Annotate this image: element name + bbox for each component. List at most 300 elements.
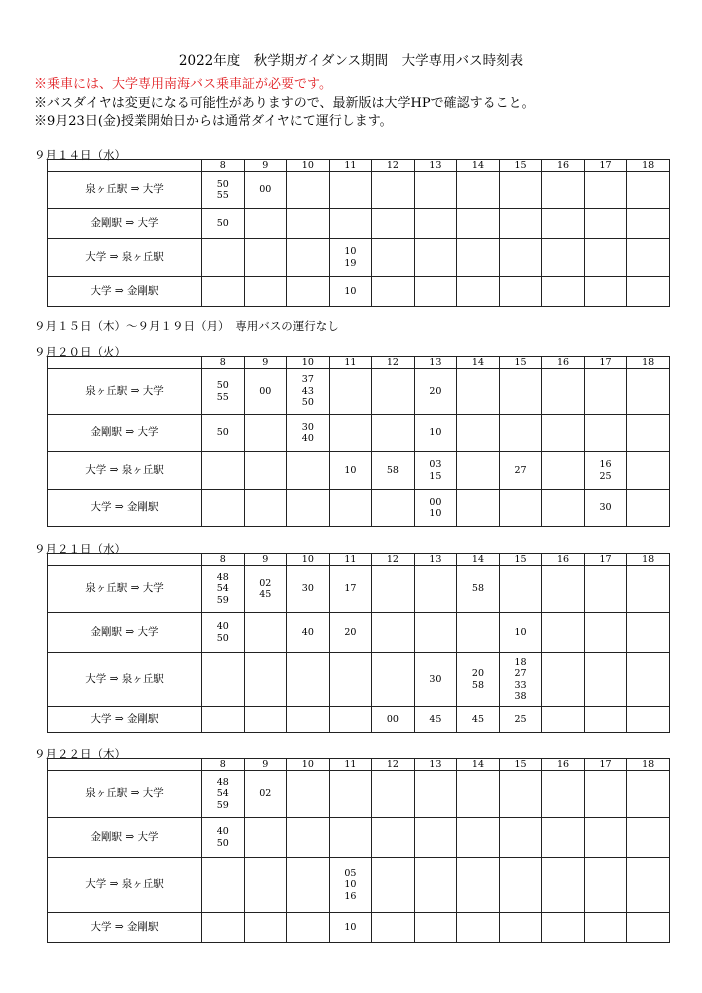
hour-header-cell: 10	[287, 554, 330, 566]
departure-minute: 40	[216, 826, 229, 837]
departure-cell	[627, 415, 670, 452]
departure-cell	[202, 490, 245, 527]
departure-cell	[329, 369, 372, 415]
departure-cell	[457, 172, 500, 209]
departure-cell	[457, 858, 500, 913]
hour-header-cell: 17	[584, 160, 627, 172]
day-label-0914: ９月１４日（水）	[34, 148, 126, 162]
departure-cell	[202, 172, 245, 209]
notice-schedule-change: ※バスダイヤは変更になる可能性がありますので、最新版は大学HPで確認すること。	[34, 95, 535, 111]
departure-cell	[287, 818, 330, 858]
departure-cell	[457, 653, 500, 707]
departure-cell	[584, 653, 627, 707]
departure-cell	[414, 613, 457, 653]
departure-cell	[499, 209, 542, 239]
departure-cell	[287, 613, 330, 653]
departure-cell	[372, 415, 415, 452]
departure-cell	[372, 277, 415, 307]
hour-header-cell: 18	[627, 357, 670, 369]
departure-cell	[329, 707, 372, 733]
departure-cell	[457, 415, 500, 452]
departure-minute: 54	[216, 788, 229, 800]
departure-cell	[542, 653, 585, 707]
departure-cell	[457, 707, 500, 733]
departure-minute: 40	[216, 621, 229, 632]
departure-minute: 16	[599, 459, 612, 470]
departure-cell	[329, 858, 372, 913]
departure-minute: 48	[216, 776, 229, 788]
hour-header-cell: 15	[499, 759, 542, 771]
departure-cell	[244, 913, 287, 943]
departure-cell	[414, 490, 457, 527]
departure-cell	[542, 277, 585, 307]
departure-minute: 03	[429, 459, 442, 470]
departure-minute: 50	[216, 427, 229, 439]
departure-minute: 59	[216, 799, 229, 811]
hour-header-cell: 8	[202, 357, 245, 369]
departure-minute: 45	[259, 589, 272, 600]
departure-minute: 20	[471, 668, 484, 679]
route-name-cell: 大学 ⇒ 金剛駅	[48, 913, 202, 943]
departure-minute: 55	[216, 190, 229, 201]
departure-cell	[372, 858, 415, 913]
hour-header-cell: 12	[372, 160, 415, 172]
departure-minute: 40	[301, 626, 314, 638]
departure-cell	[287, 490, 330, 527]
route-name-cell: 大学 ⇒ 泉ヶ丘駅	[48, 239, 202, 277]
departure-cell	[542, 771, 585, 818]
departure-cell	[202, 369, 245, 415]
departure-minute: 58	[471, 583, 484, 595]
hour-header-cell: 14	[457, 357, 500, 369]
departure-minute: 10	[514, 626, 527, 638]
departure-cell	[372, 209, 415, 239]
departure-cell	[499, 707, 542, 733]
route-name-cell: 大学 ⇒ 泉ヶ丘駅	[48, 452, 202, 490]
departure-minute: 50	[216, 178, 229, 190]
route-name-cell: 大学 ⇒ 泉ヶ丘駅	[48, 653, 202, 707]
departure-cell	[329, 277, 372, 307]
departure-cell	[584, 771, 627, 818]
departure-cell	[499, 818, 542, 858]
departure-cell	[457, 369, 500, 415]
hour-header-cell: 18	[627, 554, 670, 566]
departure-cell	[414, 818, 457, 858]
departure-cell	[542, 707, 585, 733]
departure-cell	[627, 209, 670, 239]
departure-cell	[457, 566, 500, 613]
no-service-notice: ９月１５日（木）～９月１９日（月） 専用バスの運行なし	[34, 319, 339, 333]
departure-cell	[627, 818, 670, 858]
departure-minute: 27	[514, 668, 527, 679]
hour-header-cell: 14	[457, 554, 500, 566]
departure-minute: 10	[344, 879, 357, 891]
departure-cell	[372, 452, 415, 490]
departure-cell	[287, 452, 330, 490]
departure-minute: 38	[514, 691, 527, 702]
departure-minute: 58	[386, 464, 399, 476]
departure-cell	[414, 209, 457, 239]
departure-minute: 02	[259, 788, 272, 800]
departure-minute: 16	[344, 890, 357, 902]
notice-regular-schedule: ※9月23日(金)授業開始日からは通常ダイヤにて運行します。	[34, 114, 393, 129]
route-row	[48, 613, 670, 653]
departure-cell	[244, 771, 287, 818]
hour-header-cell: 12	[372, 759, 415, 771]
header-blank-cell	[48, 160, 202, 172]
departure-cell	[584, 818, 627, 858]
departure-minute: 10	[429, 427, 442, 439]
hour-header-cell: 8	[202, 759, 245, 771]
departure-cell	[414, 415, 457, 452]
hour-header-cell: 9	[244, 357, 287, 369]
hour-header-cell: 13	[414, 554, 457, 566]
departure-cell	[244, 653, 287, 707]
departure-cell	[287, 653, 330, 707]
route-name-cell: 金剛駅 ⇒ 大学	[48, 209, 202, 239]
departure-cell	[244, 490, 287, 527]
hour-header-cell: 15	[499, 357, 542, 369]
departure-minute: 17	[344, 583, 357, 595]
departure-cell	[414, 566, 457, 613]
departure-cell	[287, 566, 330, 613]
departure-minute: 10	[429, 508, 442, 519]
departure-minute: 10	[344, 921, 357, 933]
departure-minute: 50	[216, 632, 229, 644]
departure-cell	[202, 566, 245, 613]
route-name-cell: 泉ヶ丘駅 ⇒ 大学	[48, 566, 202, 613]
departure-cell	[244, 452, 287, 490]
hour-header-cell: 10	[287, 160, 330, 172]
departure-minute: 30	[429, 673, 442, 685]
departure-cell	[372, 239, 415, 277]
departure-cell	[542, 369, 585, 415]
departure-cell	[372, 566, 415, 613]
departure-cell	[499, 490, 542, 527]
departure-minute: 48	[216, 571, 229, 583]
timetable-0921	[47, 553, 670, 733]
hour-header-row	[48, 554, 670, 566]
departure-cell	[329, 490, 372, 527]
departure-cell	[202, 818, 245, 858]
route-row	[48, 209, 670, 239]
departure-cell	[584, 415, 627, 452]
departure-cell	[287, 277, 330, 307]
departure-cell	[584, 913, 627, 943]
departure-minute: 10	[344, 464, 357, 476]
departure-cell	[584, 452, 627, 490]
route-name-cell: 金剛駅 ⇒ 大学	[48, 818, 202, 858]
route-name-cell: 大学 ⇒ 金剛駅	[48, 490, 202, 527]
header-blank-cell	[48, 554, 202, 566]
departure-minute: 43	[301, 385, 314, 397]
departure-cell	[542, 239, 585, 277]
departure-cell	[499, 858, 542, 913]
hour-header-cell: 18	[627, 759, 670, 771]
departure-cell	[287, 415, 330, 452]
departure-minute: 27	[514, 464, 527, 476]
route-row	[48, 818, 670, 858]
departure-cell	[244, 277, 287, 307]
departure-cell	[202, 613, 245, 653]
departure-cell	[499, 277, 542, 307]
departure-cell	[542, 415, 585, 452]
departure-cell	[457, 771, 500, 818]
departure-minute: 18	[514, 656, 527, 668]
departure-cell	[372, 172, 415, 209]
header-blank-cell	[48, 357, 202, 369]
departure-minute: 59	[216, 594, 229, 606]
departure-cell	[329, 452, 372, 490]
departure-minute: 50	[216, 380, 229, 391]
hour-header-cell: 9	[244, 759, 287, 771]
hour-header-cell: 16	[542, 160, 585, 172]
departure-cell	[542, 452, 585, 490]
departure-minute: 37	[301, 374, 314, 386]
hour-header-cell: 13	[414, 160, 457, 172]
departure-cell	[457, 913, 500, 943]
departure-cell	[244, 209, 287, 239]
departure-cell	[202, 209, 245, 239]
departure-cell	[627, 172, 670, 209]
departure-cell	[244, 707, 287, 733]
hour-header-cell: 16	[542, 759, 585, 771]
route-name-cell: 大学 ⇒ 金剛駅	[48, 277, 202, 307]
route-row	[48, 707, 670, 733]
departure-cell	[499, 369, 542, 415]
hour-header-cell: 15	[499, 554, 542, 566]
day-label-0920: ９月２０日（火）	[34, 345, 126, 359]
hour-header-cell: 16	[542, 554, 585, 566]
departure-cell	[372, 369, 415, 415]
hour-header-cell: 14	[457, 160, 500, 172]
departure-cell	[499, 771, 542, 818]
notice-boarding-pass: ※乗車には、大学専用南海バス乗車証が必要です。	[34, 77, 332, 92]
departure-cell	[414, 913, 457, 943]
departure-cell	[202, 452, 245, 490]
hour-header-cell: 16	[542, 357, 585, 369]
departure-cell	[202, 913, 245, 943]
hour-header-row	[48, 759, 670, 771]
departure-cell	[584, 613, 627, 653]
departure-cell	[499, 613, 542, 653]
departure-cell	[584, 566, 627, 613]
departure-cell	[202, 858, 245, 913]
departure-cell	[584, 707, 627, 733]
departure-cell	[499, 653, 542, 707]
departure-cell	[244, 369, 287, 415]
departure-cell	[542, 858, 585, 913]
departure-cell	[457, 277, 500, 307]
route-name-cell: 泉ヶ丘駅 ⇒ 大学	[48, 172, 202, 209]
hour-header-cell: 13	[414, 357, 457, 369]
departure-minute: 50	[216, 217, 229, 229]
departure-cell	[499, 452, 542, 490]
departure-cell	[457, 490, 500, 527]
hour-header-row	[48, 357, 670, 369]
departure-minute: 55	[216, 391, 229, 403]
departure-cell	[627, 653, 670, 707]
departure-cell	[372, 613, 415, 653]
departure-minute: 45	[429, 713, 442, 725]
departure-cell	[499, 172, 542, 209]
departure-cell	[627, 613, 670, 653]
route-row	[48, 913, 670, 943]
departure-cell	[584, 369, 627, 415]
departure-minute: 30	[599, 502, 612, 514]
departure-minute: 50	[216, 837, 229, 849]
departure-cell	[627, 277, 670, 307]
departure-cell	[584, 172, 627, 209]
departure-cell	[329, 613, 372, 653]
departure-cell	[329, 172, 372, 209]
departure-cell	[372, 707, 415, 733]
day-label-0922: ９月２２日（木）	[34, 747, 126, 761]
route-row	[48, 277, 670, 307]
departure-minute: 00	[386, 713, 399, 725]
timetable-0920	[47, 356, 670, 527]
departure-cell	[287, 369, 330, 415]
hour-header-cell: 9	[244, 160, 287, 172]
departure-cell	[287, 239, 330, 277]
departure-cell	[244, 566, 287, 613]
departure-cell	[372, 818, 415, 858]
departure-cell	[627, 490, 670, 527]
departure-cell	[287, 172, 330, 209]
hour-header-cell: 15	[499, 160, 542, 172]
departure-cell	[202, 771, 245, 818]
departure-cell	[372, 913, 415, 943]
route-row	[48, 566, 670, 613]
timetable-0914	[47, 159, 670, 307]
departure-cell	[499, 239, 542, 277]
hour-header-cell: 12	[372, 357, 415, 369]
notice-list	[34, 76, 535, 132]
departure-cell	[542, 818, 585, 858]
departure-minute: 19	[344, 257, 357, 269]
departure-cell	[329, 818, 372, 858]
hour-header-cell: 17	[584, 759, 627, 771]
departure-cell	[202, 415, 245, 452]
departure-cell	[414, 858, 457, 913]
departure-minute: 25	[514, 713, 527, 725]
departure-cell	[542, 209, 585, 239]
departure-cell	[584, 209, 627, 239]
route-row	[48, 771, 670, 818]
departure-minute: 33	[514, 679, 527, 691]
departure-minute: 20	[344, 626, 357, 638]
departure-cell	[457, 209, 500, 239]
departure-cell	[414, 653, 457, 707]
route-row	[48, 415, 670, 452]
departure-cell	[372, 653, 415, 707]
departure-cell	[542, 566, 585, 613]
departure-minute: 25	[599, 470, 612, 482]
departure-cell	[414, 771, 457, 818]
departure-cell	[457, 818, 500, 858]
departure-cell	[542, 913, 585, 943]
hour-header-cell: 11	[329, 554, 372, 566]
header-blank-cell	[48, 759, 202, 771]
departure-cell	[414, 277, 457, 307]
hour-header-cell: 8	[202, 554, 245, 566]
day-label-0921: ９月２１日（水）	[34, 542, 126, 556]
departure-cell	[287, 913, 330, 943]
departure-cell	[499, 566, 542, 613]
departure-cell	[244, 239, 287, 277]
departure-cell	[499, 415, 542, 452]
route-name-cell: 金剛駅 ⇒ 大学	[48, 613, 202, 653]
hour-header-cell: 11	[329, 759, 372, 771]
departure-cell	[627, 369, 670, 415]
hour-header-cell: 12	[372, 554, 415, 566]
route-row	[48, 490, 670, 527]
departure-cell	[627, 913, 670, 943]
route-row	[48, 172, 670, 209]
route-name-cell: 泉ヶ丘駅 ⇒ 大学	[48, 369, 202, 415]
departure-minute: 30	[301, 583, 314, 595]
departure-minute: 00	[259, 385, 272, 397]
route-row	[48, 239, 670, 277]
departure-cell	[244, 415, 287, 452]
route-row	[48, 653, 670, 707]
departure-cell	[542, 172, 585, 209]
departure-cell	[244, 858, 287, 913]
hour-header-cell: 11	[329, 160, 372, 172]
departure-cell	[329, 415, 372, 452]
hour-header-cell: 8	[202, 160, 245, 172]
route-name-cell: 大学 ⇒ 金剛駅	[48, 707, 202, 733]
departure-cell	[499, 913, 542, 943]
hour-header-row	[48, 160, 670, 172]
departure-minute: 40	[301, 433, 314, 444]
departure-cell	[584, 277, 627, 307]
departure-minute: 20	[429, 385, 442, 397]
route-name-cell: 大学 ⇒ 泉ヶ丘駅	[48, 858, 202, 913]
departure-cell	[202, 239, 245, 277]
departure-cell	[542, 490, 585, 527]
departure-cell	[414, 452, 457, 490]
departure-cell	[202, 707, 245, 733]
hour-header-cell: 14	[457, 759, 500, 771]
route-name-cell: 泉ヶ丘駅 ⇒ 大学	[48, 771, 202, 818]
departure-cell	[627, 239, 670, 277]
hour-header-cell: 10	[287, 357, 330, 369]
departure-cell	[627, 707, 670, 733]
departure-cell	[584, 490, 627, 527]
departure-cell	[457, 613, 500, 653]
departure-cell	[287, 707, 330, 733]
departure-minute: 02	[259, 577, 272, 589]
departure-minute: 50	[301, 397, 314, 409]
departure-cell	[287, 771, 330, 818]
departure-cell	[329, 566, 372, 613]
departure-cell	[627, 452, 670, 490]
departure-minute: 00	[429, 496, 442, 508]
departure-cell	[244, 613, 287, 653]
route-row	[48, 452, 670, 490]
route-row	[48, 369, 670, 415]
hour-header-cell: 17	[584, 554, 627, 566]
departure-cell	[329, 209, 372, 239]
page-title: 2022年度 秋学期ガイダンス期間 大学専用バス時刻表	[178, 53, 524, 69]
timetable-0922	[47, 758, 670, 943]
departure-cell	[414, 172, 457, 209]
departure-cell	[627, 566, 670, 613]
departure-cell	[414, 707, 457, 733]
departure-cell	[457, 452, 500, 490]
departure-cell	[372, 490, 415, 527]
